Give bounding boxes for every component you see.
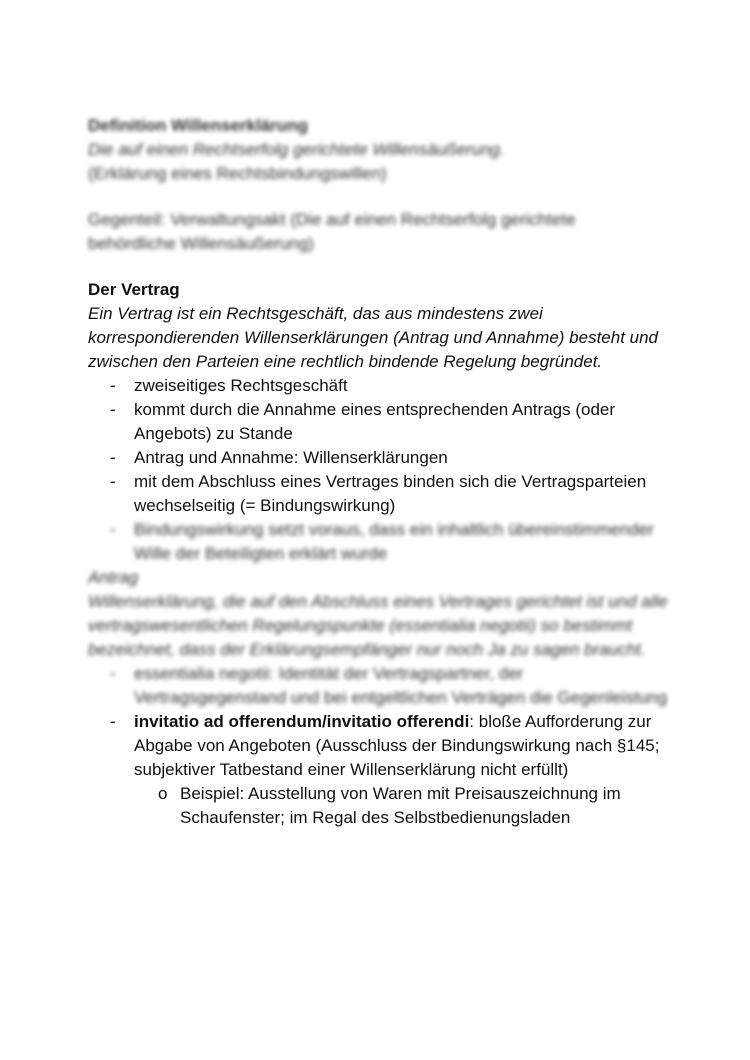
document-page	[88, 114, 668, 830]
antrag-list	[88, 662, 668, 830]
sub-list	[134, 782, 668, 830]
invitatio-explanation: : bloße Aufforderung zur Abgabe von Angeboten (Ausschluss der Bindungswirkung nach §145; subjektiver Tatbestand einer Willenserklärung nicht erfüllt)	[134, 712, 660, 779]
list-item: - kommt durch die Annahme eines entsprechenden Antrags (oder Angebots) zu Stande	[88, 398, 668, 446]
antrag-definition: Willenserklärung, die auf den Abschluss eines Vertrages gerichtet ist und alle vertragswesentlichen Regelungspunkte (essentialia negotii) so bestimmt bezeichnet, dass der Erklärungsempfänger nur noch Ja zu sagen braucht.	[88, 592, 668, 659]
list-item: - zweiseitiges Rechtsgeschäft	[88, 374, 668, 398]
definition-line: Die auf einen Rechtserfolg gerichtete Willensäußerung.	[88, 140, 505, 159]
list-item: - essentialia negotii: Identität der Vertragspartner, der Vertragsgegenstand und bei entgeltlichen Verträgen die Gegenleistung	[88, 662, 668, 710]
vertrag-title: Der Vertrag	[88, 280, 180, 299]
antrag-section	[88, 566, 668, 830]
sub-list-item: o Beispiel: Ausstellung von Waren mit Preisauszeichnung im Schaufenster; im Regal des Selbstbedienungsladen	[134, 782, 668, 830]
definition-title: Definition Willenserklärung	[88, 116, 308, 135]
vertrag-section	[88, 278, 668, 566]
definition-note: (Erklärung eines Rechtsbindungswillen)	[88, 164, 387, 183]
list-item	[88, 710, 668, 830]
list-item-text: mit dem Abschluss eines Vertrages binden sich die Vertragsparteien wechselseitig (= Bindungswirkung)	[134, 472, 647, 515]
gegenteil-text: Gegenteil: Verwaltungsakt (Die auf einen Rechtserfolg gerichtete behördliche Willensäußerung)	[88, 210, 576, 253]
vertrag-definition: Ein Vertrag ist ein Rechtsgeschäft, das aus mindestens zwei korrespondierenden Willenserklärungen (Antrag und Annahme) besteht und zwischen den Parteien eine rechtlich bindende Regelung begründet.	[88, 304, 659, 371]
antrag-title: Antrag	[88, 568, 139, 587]
list-item	[88, 470, 668, 518]
vertrag-list	[88, 374, 668, 566]
gegenteil-block	[88, 208, 668, 256]
definition-block	[88, 114, 668, 186]
list-item: - Antrag und Annahme: Willenserklärungen	[88, 446, 668, 470]
list-item: - Bindungswirkung setzt voraus, dass ein inhaltlich übereinstimmender Wille der Beteiligten erklärt wurde	[88, 518, 668, 566]
invitatio-term: invitatio ad offerendum/invitatio offerendi	[134, 712, 470, 731]
